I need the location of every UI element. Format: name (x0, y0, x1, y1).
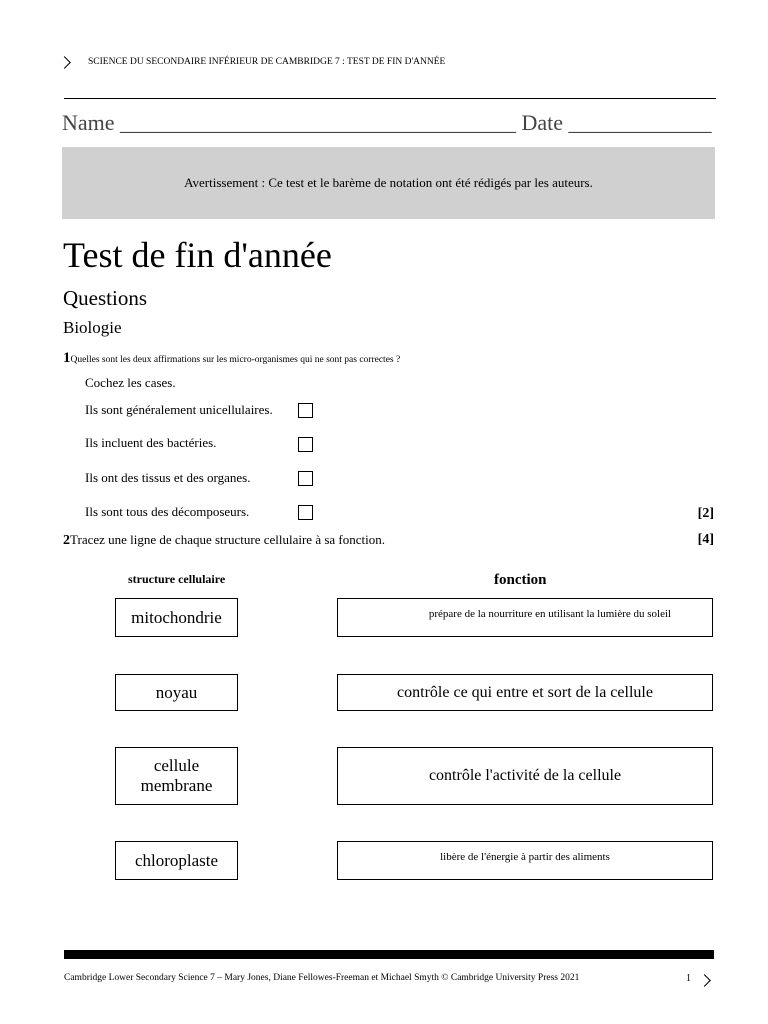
function-label: contrôle ce qui entre et sort de la cellule (397, 683, 653, 701)
page-number: 1 (686, 973, 691, 984)
structure-box[interactable] (115, 841, 238, 880)
structure-label: cellule membrane (140, 756, 213, 795)
structure-box[interactable] (115, 598, 238, 637)
structure-label: noyau (155, 682, 198, 702)
checkbox-option-4[interactable] (298, 505, 313, 520)
warning-text: Avertissement : Ce test et le barème de notation ont été rédigés par les auteurs. (184, 175, 593, 190)
function-box[interactable] (337, 598, 713, 637)
function-label: prépare de la nourriture en utilisant la lumière du soleil (428, 608, 672, 620)
marks-label: [4] (697, 532, 714, 547)
function-label: libère de l'énergie à partir des aliments (440, 851, 610, 863)
section-heading: Questions (63, 286, 147, 310)
question-text: Tracez une ligne de chaque structure cellulaire à sa fonction. (70, 532, 385, 547)
function-box[interactable] (337, 747, 713, 805)
function-box[interactable] (337, 841, 713, 880)
structure-label: mitochondrie (131, 607, 222, 627)
checkbox-option-1[interactable] (298, 403, 313, 418)
function-box[interactable] (337, 674, 713, 711)
header-divider (64, 98, 716, 99)
question-1 (63, 349, 400, 367)
column-heading-function: fonction (494, 572, 547, 588)
checkbox-option-2[interactable] (298, 437, 313, 452)
marks-label: [2] (697, 506, 714, 521)
footer-bar (64, 950, 714, 959)
chevron-right-icon[interactable] (698, 974, 711, 987)
question-instruction: Cochez les cases. (85, 375, 176, 390)
warning-banner (62, 147, 715, 219)
option-label: Ils sont tous des décomposeurs. (85, 504, 250, 519)
question-number: 1 (63, 350, 71, 366)
page-title: Test de fin d'année (63, 235, 332, 275)
question-2 (63, 532, 385, 549)
question-number: 2 (63, 533, 70, 548)
question-text: Quelles sont les deux affirmations sur les micro-organismes qui ne sont pas correctes ? (70, 355, 401, 365)
chevron-right-icon[interactable] (58, 56, 71, 69)
subsection-heading: Biologie (63, 318, 122, 337)
structure-box[interactable] (115, 674, 238, 711)
checkbox-option-3[interactable] (298, 471, 313, 486)
structure-label: chloroplaste (134, 850, 219, 870)
column-heading-structure: structure cellulaire (128, 572, 226, 586)
running-title: SCIENCE DU SECONDAIRE INFÉRIEUR DE CAMBRIDGE 7 : TEST DE FIN D'ANNÉE (88, 57, 446, 67)
footer-credit: Cambridge Lower Secondary Science 7 – Mary Jones, Diane Fellowes-Freeman et Michael Smyth © Cambridge University Press 2021 (64, 973, 580, 983)
function-label: contrôle l'activité de la cellule (428, 767, 622, 784)
option-label: Ils incluent des bactéries. (85, 435, 217, 450)
name-date-line: Name ____________________________________ Date _____________ (62, 110, 712, 135)
option-label: Ils ont des tissus et des organes. (85, 470, 251, 485)
structure-box[interactable] (115, 747, 238, 805)
option-label: Ils sont généralement unicellulaires. (85, 402, 273, 417)
